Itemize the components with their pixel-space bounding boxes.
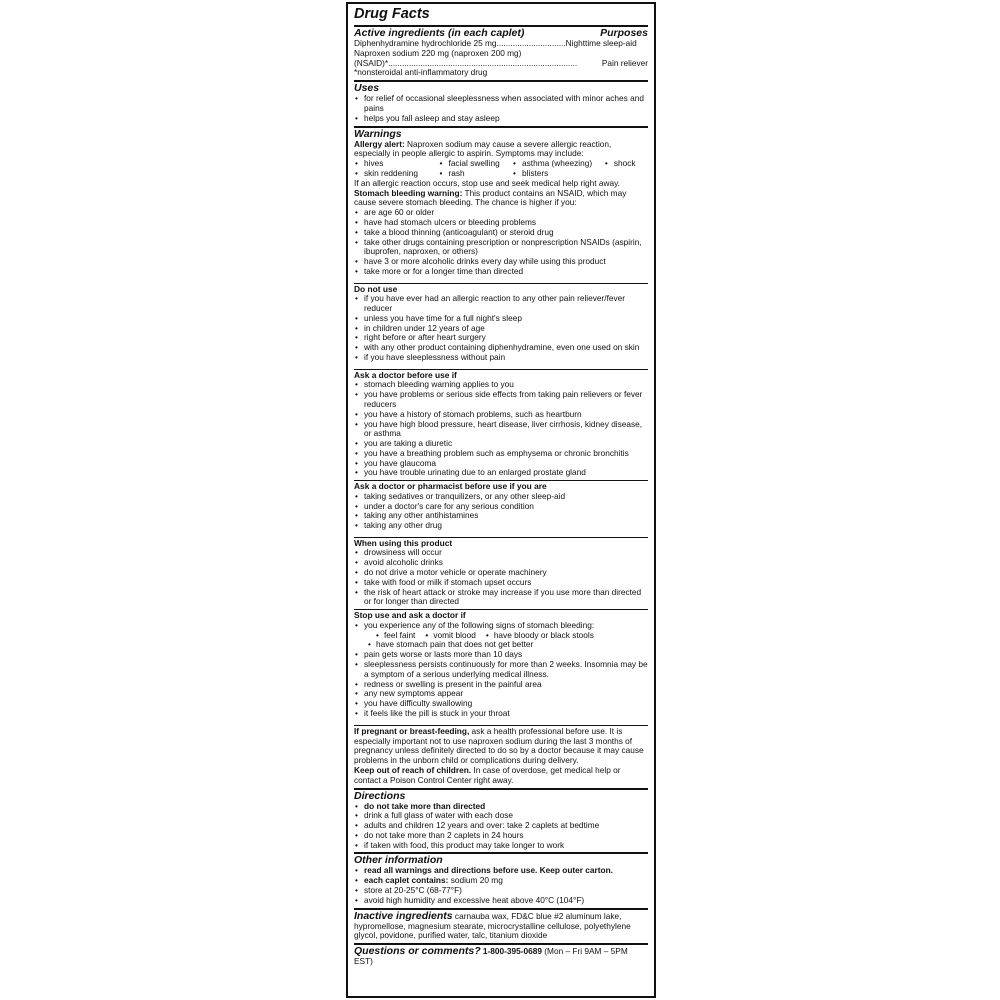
- list-item: • taking any other antihistamines: [354, 511, 648, 521]
- title-section: [354, 4, 648, 27]
- ask-doctor-list: [354, 380, 648, 478]
- pregnancy-label: If pregnant or breast-feeding,: [354, 725, 470, 736]
- uses-list: [354, 94, 648, 123]
- list-item: • take a blood thinning (anticoagulant) or steroid drug: [354, 228, 648, 238]
- symptom-grid: [354, 159, 648, 179]
- warnings-section: [354, 128, 648, 284]
- list-item: • do not take more than 2 caplets in 24 hours: [354, 831, 648, 841]
- ask-pharmacist-heading: Ask a doctor or pharmacist before use if you are: [354, 481, 547, 492]
- when-using-heading: When using this product: [354, 537, 453, 548]
- directions-section: [354, 790, 648, 855]
- stomach-warning-text: This product contains an NSAID, which may cause severe stomach bleeding. The chance is higher if you:: [354, 187, 627, 208]
- list-item: • you have trouble urinating due to an enlarged prostate gland: [354, 468, 648, 478]
- stomach-warning-label: Stomach bleeding warning:: [354, 187, 463, 198]
- list-item: • any new symptoms appear: [354, 689, 648, 699]
- active-line-2: Naproxen sodium 220 mg (naproxen 200 mg): [354, 47, 522, 58]
- list-item: • right before or after heart surgery: [354, 333, 648, 343]
- symptom-item: • asthma (wheezing): [512, 159, 604, 169]
- list-item: • if you have sleeplessness without pain: [354, 353, 648, 363]
- bleeding-sign: • have bloody or black stools: [486, 631, 594, 641]
- purposes-heading: Purposes: [600, 27, 648, 39]
- symptom-item: • rash: [439, 169, 513, 179]
- list-item: • have stomach pain that does not get better: [354, 640, 648, 650]
- drug-facts-label: [346, 2, 656, 998]
- list-item: • you have a breathing problem such as emphysema or chronic bronchitis: [354, 449, 648, 459]
- questions-section: [354, 945, 648, 969]
- directions-list: [354, 802, 648, 851]
- questions-heading: Questions or comments?: [354, 945, 481, 958]
- page-title: Drug Facts: [354, 6, 430, 22]
- list-item: • you have high blood pressure, heart disease, liver cirrhosis, kidney disease, or asthma: [354, 420, 648, 440]
- inactive-ingredients: [354, 911, 648, 942]
- other-info-section: [354, 854, 648, 909]
- list-item: • avoid alcoholic drinks: [354, 558, 648, 568]
- directions-first-item: do not take more than directed: [364, 800, 486, 811]
- active-line-3-right: Pain reliever: [601, 57, 648, 68]
- active-ingredients-section: [354, 27, 648, 82]
- allergy-alert-label: Allergy alert:: [354, 138, 405, 149]
- nsaid-footnote: *nonsteroidal anti-inflammatory drug: [354, 67, 488, 78]
- stomach-bleeding-warning: [354, 189, 648, 209]
- caplet-contains-text: sodium 20 mg: [448, 875, 503, 886]
- ask-doctor-heading: Ask a doctor before use if: [354, 369, 457, 380]
- list-item: • take other drugs containing prescription or nonprescription NSAIDs (aspirin, ibuprofen, naproxen, or others): [354, 238, 648, 258]
- keep-out-text: In case of overdose, get medical help or contact a Poison Control Center right away.: [354, 764, 621, 785]
- keep-out-of-reach: [354, 766, 648, 786]
- uses-heading: Uses: [354, 82, 380, 95]
- list-item: • take with food or milk if stomach upset occurs: [354, 578, 648, 588]
- list-item: • the risk of heart attack or stroke may increase if you use more than directed or for longer than directed: [354, 588, 648, 608]
- pregnancy-section: [354, 726, 648, 790]
- allergy-after-text: If an allergic reaction occurs, stop use and seek medical help right away.: [354, 177, 620, 188]
- bleeding-sign: • feel faint: [376, 631, 415, 641]
- list-item: • take more or for a longer time than directed: [354, 267, 648, 277]
- other-info-first: read all warnings and directions before use. Keep outer carton.: [364, 865, 613, 876]
- inactive-ingredients-section: [354, 910, 648, 946]
- list-item: • under a doctor's care for any serious condition: [354, 502, 648, 512]
- list-item: • unless you have time for a full night's sleep: [354, 314, 648, 324]
- list-item: • redness or swelling is present in the painful area: [354, 680, 648, 690]
- uses-section: [354, 82, 648, 127]
- active-ingredients-heading: Active ingredients (in each caplet): [354, 27, 525, 39]
- list-item: • if you have ever had an allergic reaction to any other pain reliever/fever reducer: [354, 294, 648, 314]
- directions-heading: Directions: [354, 789, 406, 802]
- pregnancy-warning: [354, 727, 648, 766]
- stop-use-list: [354, 621, 648, 719]
- list-item: • you are taking a diuretic: [354, 439, 648, 449]
- list-item: • helps you fall asleep and stay asleep: [354, 114, 648, 124]
- phone-hours: (Mon – Fri 9AM – 5PM EST): [354, 946, 628, 967]
- bleeding-sign: • vomit blood: [425, 631, 475, 641]
- list-item: • have 3 or more alcoholic drinks every day while using this product: [354, 257, 648, 267]
- keep-out-label: Keep out of reach of children.: [354, 764, 472, 775]
- stomach-risk-list: [354, 208, 648, 277]
- inactive-text: carnauba wax, FD&C blue #2 aluminum lake, hypromellose, magnesium stearate, microcrystalline cellulose, polyethylene glycol, povidone, purified water, talc, titanium dioxide: [354, 910, 631, 941]
- list-item: • you experience any of the following signs of stomach bleeding:: [354, 621, 648, 631]
- list-item: • you have a history of stomach problems, such as heartburn: [354, 410, 648, 420]
- list-item: • in children under 12 years of age: [354, 324, 648, 334]
- list-item: • do not drive a motor vehicle or operate machinery: [354, 568, 648, 578]
- symptom-item: • blisters: [512, 169, 604, 179]
- list-item: • drink a full glass of water with each dose: [354, 811, 648, 821]
- stop-use-section: [354, 610, 648, 725]
- symptom-item: • skin reddening: [354, 169, 439, 179]
- list-item: • taking any other drug: [354, 521, 648, 531]
- other-info-list: [354, 866, 648, 905]
- symptom-item: • facial swelling: [439, 159, 513, 169]
- list-item: • with any other product containing diphenhydramine, even one used on skin: [354, 343, 648, 353]
- ask-pharmacist-section: [354, 481, 648, 538]
- list-item: • drowsiness will occur: [354, 548, 648, 558]
- phone-number: 1-800-395-0689: [480, 946, 542, 957]
- inactive-heading: Inactive ingredients: [354, 909, 453, 922]
- symptom-item: • shock: [604, 159, 648, 169]
- list-item: • you have glaucoma: [354, 459, 648, 469]
- list-item: • for relief of occasional sleeplessness when associated with minor aches and pains: [354, 94, 648, 114]
- list-item: • store at 20-25°C (68-77°F): [354, 886, 648, 896]
- list-item: • sleeplessness persists continuously for more than 2 weeks. Insomnia may be a symptom of a serious underlying medical illness.: [354, 660, 648, 680]
- allergy-alert: [354, 140, 648, 160]
- caplet-contains-label: each caplet contains:: [364, 875, 449, 886]
- active-line-1: Diphenhydramine hydrochloride 25 mg..............................Nighttime sleep-aid: [354, 38, 637, 48]
- when-using-list: [354, 548, 648, 607]
- list-item: • taking sedatives or tranquilizers, or any other sleep-aid: [354, 492, 648, 502]
- stop-use-heading: Stop use and ask a doctor if: [354, 610, 466, 621]
- pregnancy-text: ask a health professional before use. It is especially important not to use naproxen sodium during the last 3 months of pregnancy unless definitely directed to do so by a doctor because it may cause problems in the unborn child or complications during delivery.: [354, 725, 644, 766]
- ask-pharmacist-list: [354, 492, 648, 531]
- list-item: • avoid high humidity and excessive heat above 40°C (104°F): [354, 896, 648, 906]
- do-not-use-heading: Do not use: [354, 283, 398, 294]
- allergy-alert-text: Naproxen sodium may cause a severe allergic reaction, especially in people allergic to aspirin. Symptoms may include:: [354, 138, 612, 159]
- warnings-heading: Warnings: [354, 127, 402, 140]
- do-not-use-list: [354, 294, 648, 363]
- list-item: • if taken with food, this product may take longer to work: [354, 841, 648, 851]
- list-item: • it feels like the pill is stuck in your throat: [354, 709, 648, 719]
- list-item: • pain gets worse or lasts more than 10 days: [354, 650, 648, 660]
- symptom-item: • hives: [354, 159, 439, 169]
- do-not-use-section: [354, 284, 648, 370]
- ask-doctor-section: [354, 370, 648, 481]
- list-item: • adults and children 12 years and over: take 2 caplets at bedtime: [354, 821, 648, 831]
- list-item: • stomach bleeding warning applies to you: [354, 380, 648, 390]
- list-item: • you have problems or serious side effects from taking pain relievers or fever reducers: [354, 390, 648, 410]
- other-info-heading: Other information: [354, 854, 443, 867]
- list-item: • have had stomach ulcers or bleeding problems: [354, 218, 648, 228]
- questions: [354, 946, 648, 967]
- list-item: • are age 60 or older: [354, 208, 648, 218]
- active-line-3-left: (NSAID)*..................................................................................: [354, 57, 578, 68]
- list-item: • you have difficulty swallowing: [354, 699, 648, 709]
- when-using-section: [354, 538, 648, 610]
